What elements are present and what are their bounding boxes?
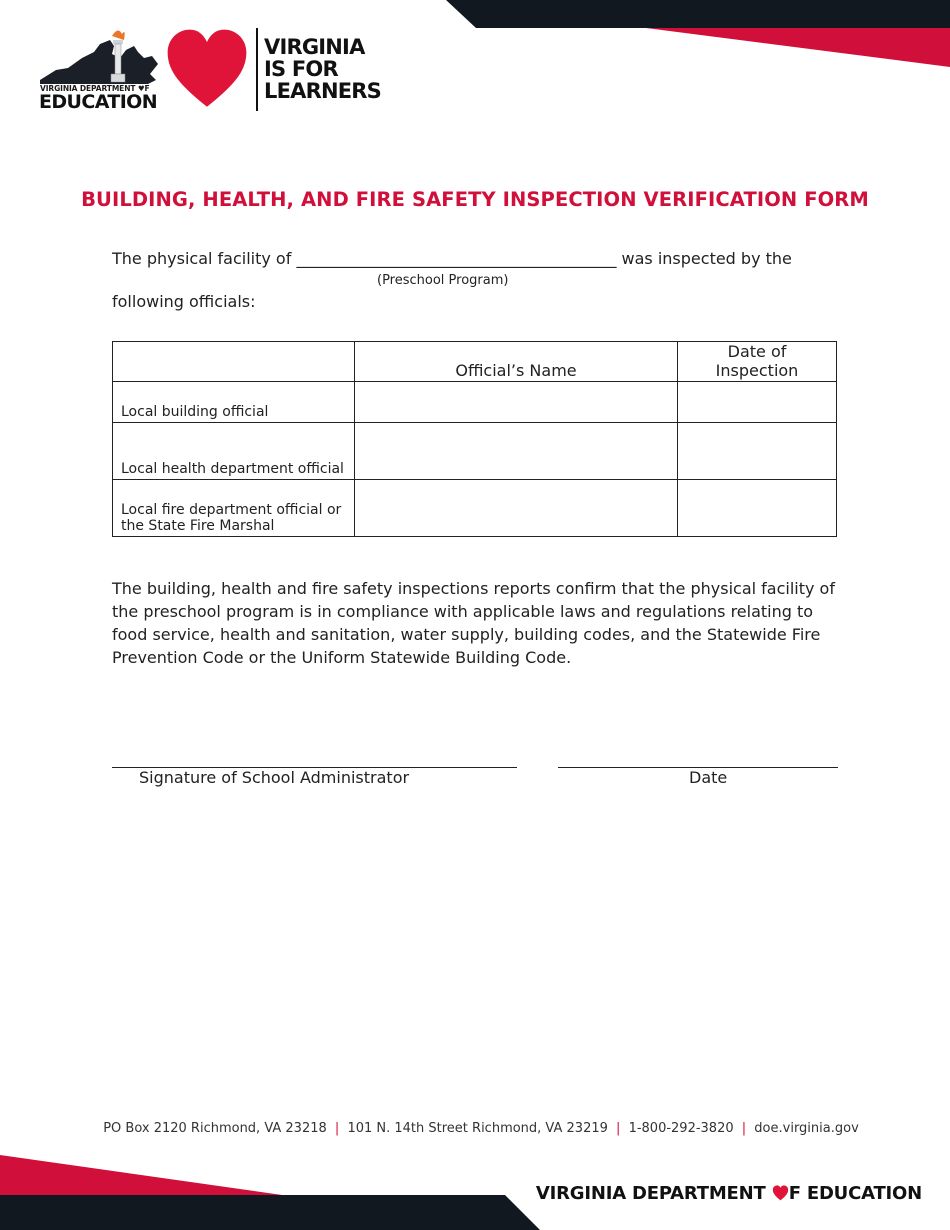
table-row: [113, 423, 837, 480]
footer-separator: |: [616, 1121, 621, 1136]
table-header-cell: [113, 342, 355, 382]
footer-separator: |: [334, 1121, 340, 1136]
virginia-is-for-learners-slogan: [264, 36, 381, 102]
table-row: [113, 480, 837, 537]
vdoe-logo: [38, 28, 160, 112]
slogan-line-3: LEARNERS: [264, 79, 381, 103]
building-official-date-cell[interactable]: [678, 382, 837, 423]
bottom-dark-band: [0, 1195, 540, 1230]
fire-official-name-cell[interactable]: [355, 480, 678, 537]
footer-website[interactable]: doe.virginia.gov: [754, 1121, 859, 1136]
footer-address: [0, 1121, 950, 1136]
signature-label: Signature of School Administrator: [139, 768, 410, 787]
footer-separator: |: [741, 1121, 747, 1136]
slogan-line-1: VIRGINIA: [264, 35, 365, 59]
footer-phone: 1-800-292-3820: [628, 1121, 734, 1136]
table-header-row: [113, 342, 837, 382]
role-health-official: Local health department official: [113, 423, 355, 480]
heart-icon: [166, 28, 248, 110]
intro-suffix: was inspected by the: [621, 249, 792, 268]
compliance-statement: The building, health and fire safety inspections reports confirm that the physical facility of the preschool program is in compliance with applicable laws and regulations relating to food service, health and sanitation, water supply, building codes, and the Statewide Fire Prevention Code or the Uniform Statewide Building Code.: [112, 579, 835, 667]
blank-caption: (Preschool Program): [377, 273, 509, 288]
footer-street: 101 N. 14th Street Richmond, VA 23219: [347, 1121, 608, 1136]
form-title: BUILDING, HEALTH, AND FIRE SAFETY INSPECTION VERIFICATION FORM: [81, 188, 869, 211]
preschool-program-blank[interactable]: ________________________________________: [296, 249, 617, 268]
footer-brand-part2: F EDUCATION: [788, 1183, 922, 1204]
top-dark-band: [446, 0, 950, 28]
health-official-date-cell[interactable]: [678, 423, 837, 480]
date-of-inspection-header: Date of Inspection: [678, 342, 837, 382]
bottom-red-band: [0, 1155, 282, 1195]
footer-po-box: PO Box 2120 Richmond, VA 23218: [103, 1121, 327, 1136]
slogan-line-2: IS FOR: [264, 57, 338, 81]
role-building-official: Local building official: [113, 382, 355, 423]
date-label: Date: [689, 768, 728, 787]
top-red-band: [646, 28, 950, 67]
footer-brand-part1: VIRGINIA DEPARTMENT: [535, 1183, 766, 1204]
footer-brand: [536, 1183, 922, 1204]
fire-official-date-cell[interactable]: [678, 480, 837, 537]
vdoe-logo-small-text: VIRGINIA DEPARTMENT ♥F: [40, 84, 150, 93]
vdoe-logo-big-text: EDUCATION: [39, 91, 158, 113]
intro-line: [112, 249, 792, 268]
inspection-table: [112, 341, 837, 537]
virginia-state-torch-icon: [38, 28, 160, 88]
building-official-name-cell[interactable]: [355, 382, 678, 423]
logo-divider: [256, 28, 258, 111]
intro-prefix: The physical facility of: [112, 249, 292, 268]
intro-line-2: following officials:: [112, 292, 256, 311]
role-fire-official: Local fire department official or the State Fire Marshal: [113, 480, 355, 537]
health-official-name-cell[interactable]: [355, 423, 678, 480]
footer-heart-icon: [772, 1185, 789, 1201]
table-row: [113, 382, 837, 423]
officials-name-header: Official’s Name: [355, 342, 678, 382]
